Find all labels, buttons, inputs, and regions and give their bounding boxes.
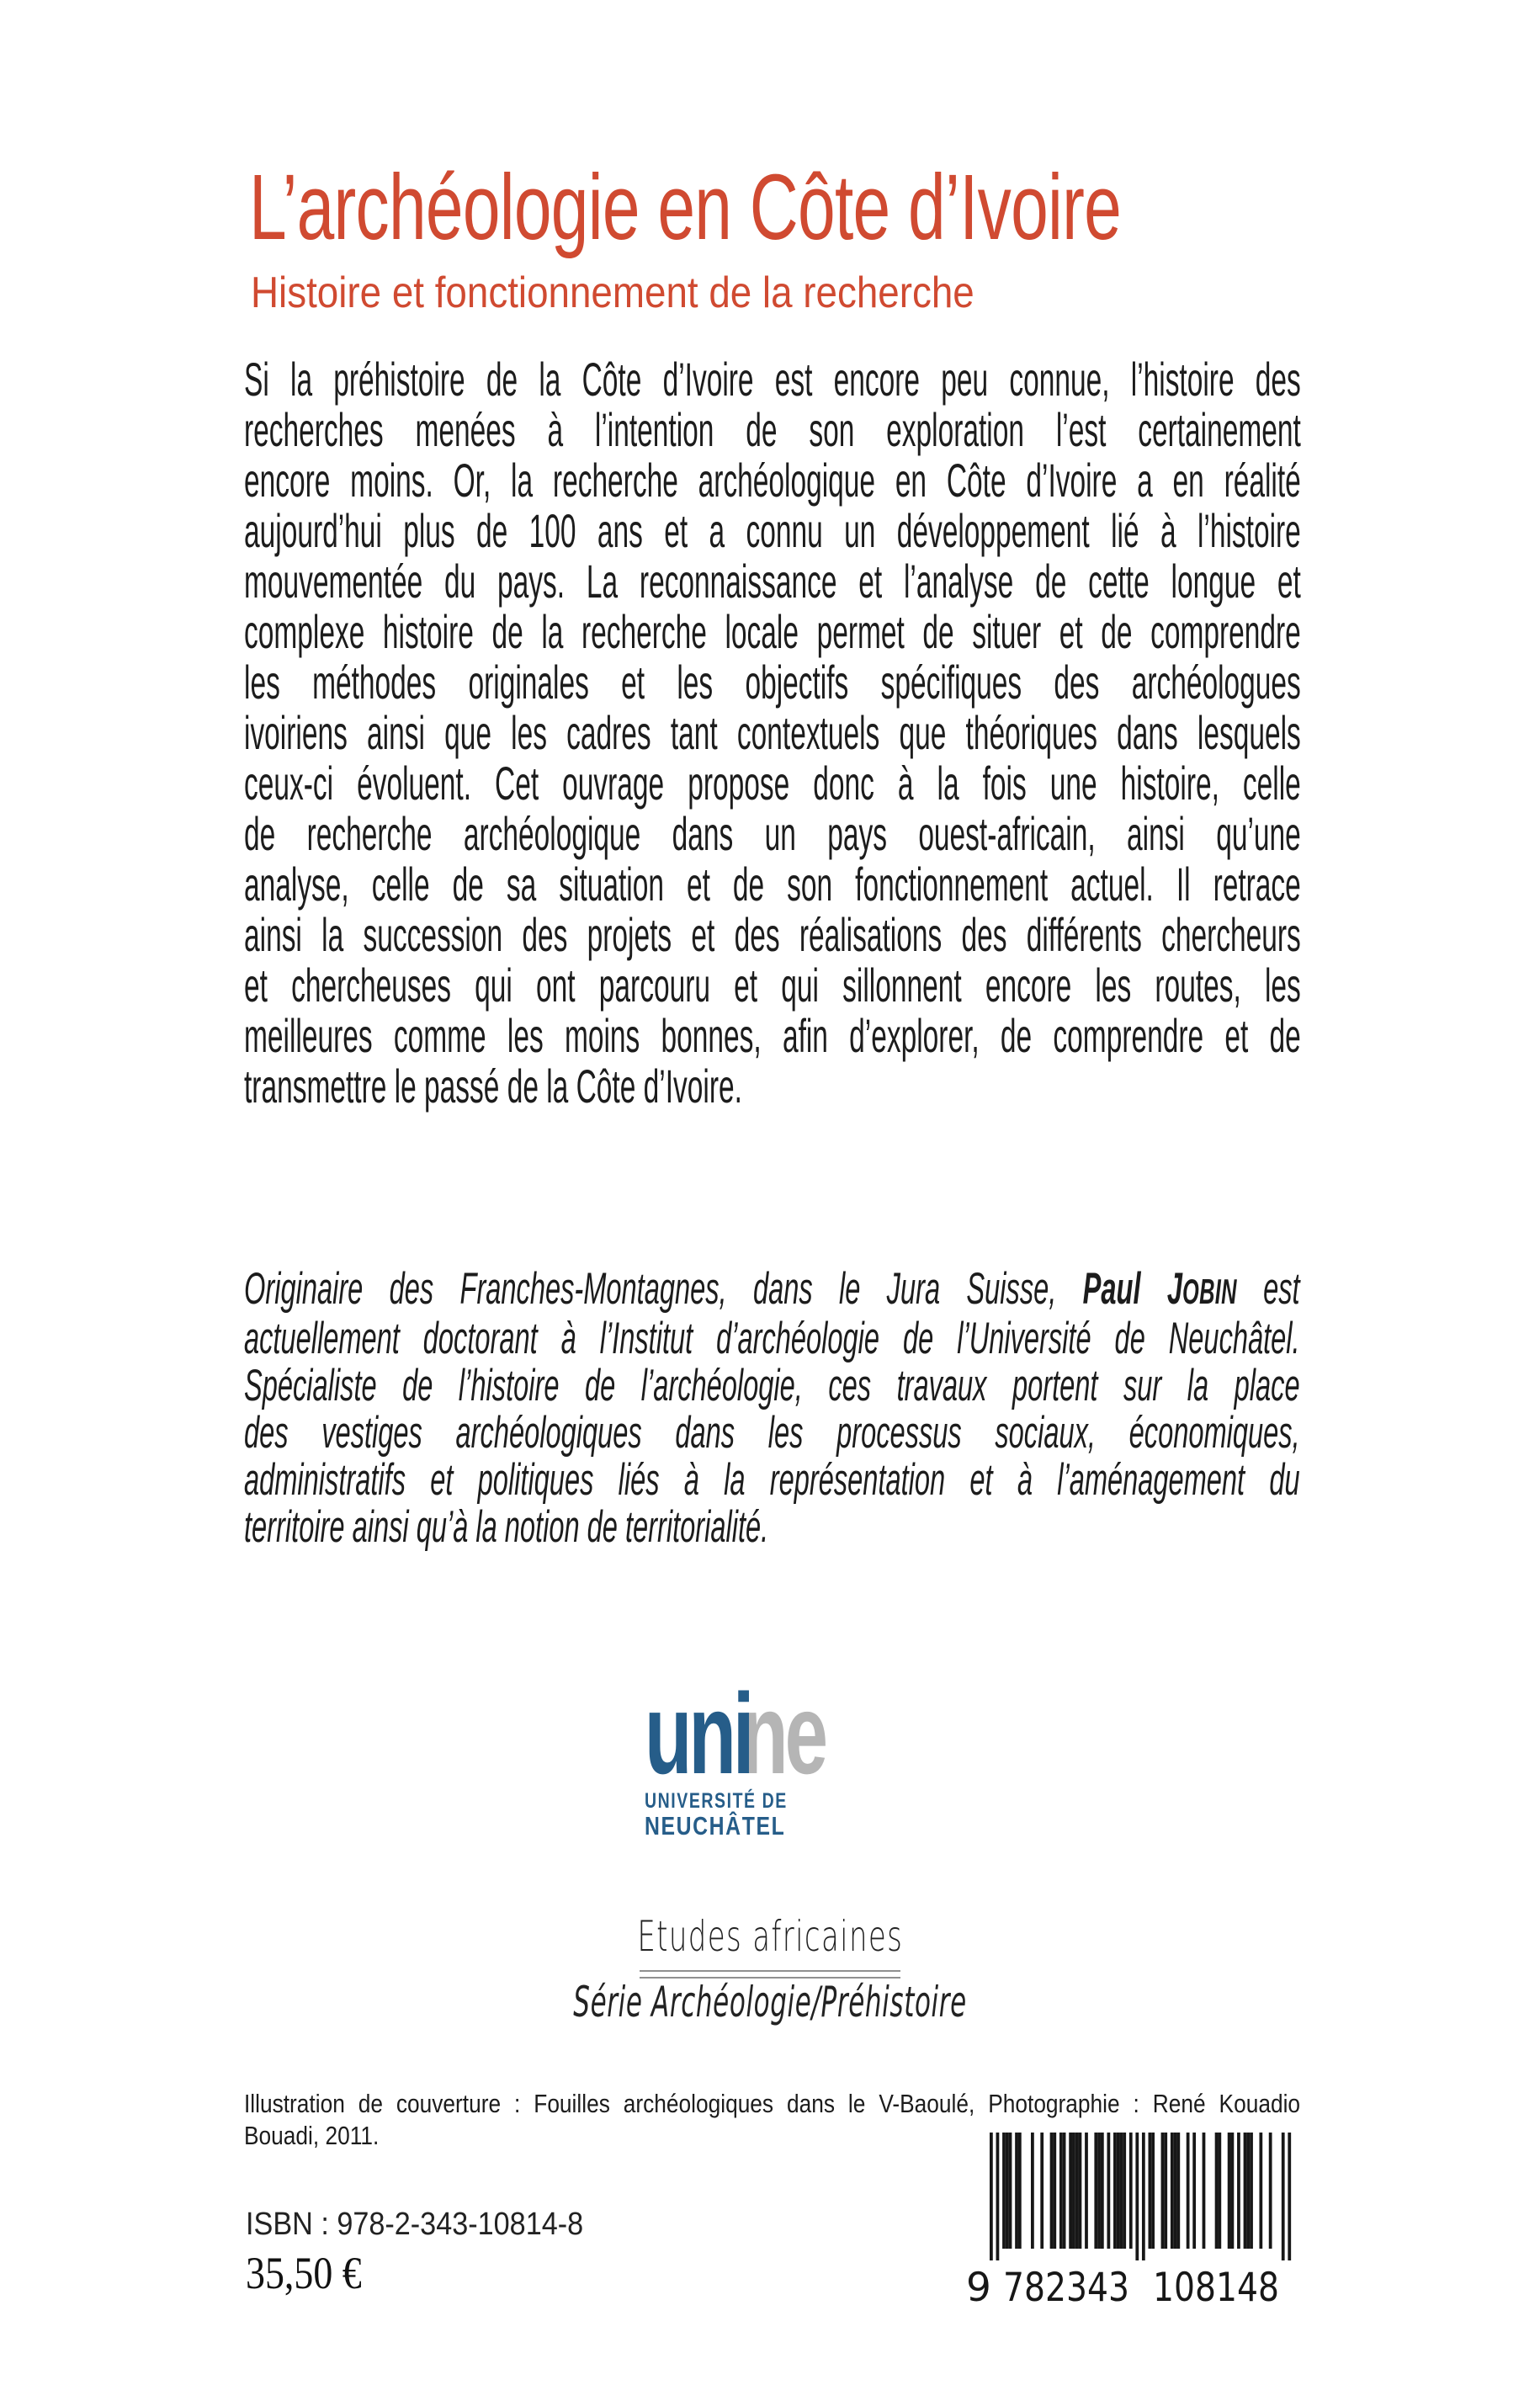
synopsis-line: meilleures comme les moins bonnes, afin d’explorer, de comprendre et de: [244, 1009, 1301, 1062]
barcode-bar: [1053, 2133, 1056, 2249]
barcode-bar: [1259, 2133, 1262, 2249]
barcode-digit-left: 9: [966, 2265, 991, 2305]
synopsis-line: Si la préhistoire de la Côte d’Ivoire est encore peu connue, l’histoire des: [244, 353, 1301, 406]
barcode-bar: [1187, 2133, 1190, 2249]
author-name: Paul J: [1082, 1264, 1182, 1314]
barcode-bar: [1129, 2133, 1133, 2249]
barcode-bar: [990, 2133, 993, 2260]
barcode-bar: [1006, 2133, 1009, 2249]
ean13-barcode: [966, 2133, 1303, 2305]
bio-line: [244, 1266, 1300, 1315]
barcode-bar: [1282, 2133, 1285, 2260]
synopsis-line: ainsi la succession des projets et des réalisations des différents chercheurs: [244, 908, 1301, 961]
barcode-bar: [1094, 2133, 1097, 2249]
bio-line: administratifs et politiques liés à la représentation et à l’aménagement du: [244, 1455, 1300, 1505]
barcode-bar: [1085, 2133, 1088, 2249]
barcode-bar: [1174, 2133, 1177, 2249]
author-bio: [244, 1266, 1300, 1551]
unine-logo-caption-line1: UNIVERSITÉ DE: [645, 1789, 788, 1813]
bio-line: territoire ainsi qu’à la notion de territorialité.: [244, 1502, 769, 1552]
author-name-smallcaps: OBIN: [1182, 1272, 1237, 1311]
barcode-bar: [1059, 2133, 1063, 2249]
barcode-bar: [1215, 2133, 1219, 2249]
barcode-bar: [1171, 2133, 1174, 2249]
synopsis-line: complexe histoire de la recherche locale permet de situer et de comprendre: [244, 605, 1301, 658]
synopsis-line: analyse, celle de sa situation et de son fonctionnement actuel. Il retrace: [244, 858, 1301, 911]
ean13-barcode-svg: [966, 2133, 1303, 2305]
unine-logo-wordmark: [645, 1670, 1011, 1798]
credit-line: Illustration de couverture : Fouilles archéologiques dans le V-Baoulé, Photographie : René Kouadio: [244, 2089, 1301, 2118]
book-title: L’archéologie en Côte d’Ivoire: [249, 156, 1122, 259]
barcode-bar: [1142, 2133, 1145, 2260]
barcode-bar: [1161, 2133, 1165, 2249]
bio-text: Originaire des Franches-Montagnes, dans le Jura Suisse,: [244, 1264, 1083, 1314]
barcode-bar: [1050, 2133, 1054, 2249]
barcode-bar: [1072, 2133, 1075, 2249]
barcode-bar: [1113, 2133, 1117, 2249]
bio-line: actuellement doctorant à l’Institut d’archéologie de l’Université de Neuchâtel.: [244, 1314, 1300, 1363]
synopsis-line: recherches menées à l’intention de son exploration l’est certainement: [244, 403, 1301, 456]
barcode-bar: [1288, 2133, 1291, 2260]
barcode-bar: [1120, 2133, 1123, 2249]
barcode-bar: [1009, 2133, 1012, 2249]
barcode-bar: [1192, 2133, 1196, 2249]
barcode-bar: [1097, 2133, 1101, 2249]
synopsis-line: les méthodes originales et les objectifs spécifiques des archéologues: [244, 656, 1301, 709]
barcode-bar: [1250, 2133, 1253, 2249]
collection-band: [0, 1912, 1540, 1961]
isbn: ISBN : 978-2-343-10814-8: [246, 2207, 584, 2242]
barcode-bar: [1203, 2133, 1206, 2249]
barcode-bar: [1031, 2133, 1034, 2249]
unine-logo-uni: uni: [645, 1670, 751, 1798]
barcode-bar: [1218, 2133, 1221, 2249]
barcode-bar: [1101, 2133, 1104, 2249]
barcode-bar: [1149, 2133, 1152, 2249]
barcode-bar: [1079, 2133, 1082, 2249]
barcode-bar: [1151, 2133, 1155, 2249]
bio-line: Spécialiste de l’histoire de l’archéologie, ces travaux portent sur la place: [244, 1361, 1300, 1410]
synopsis-line: de recherche archéologique dans un pays ouest-africain, ainsi qu’une: [244, 807, 1301, 860]
barcode-bar: [1015, 2133, 1018, 2249]
barcode-bar: [1135, 2133, 1139, 2260]
barcode-digit-group2: 108148: [1153, 2265, 1279, 2305]
barcode-digit-group1: 782343: [1003, 2265, 1129, 2305]
barcode-bar: [1228, 2133, 1231, 2249]
barcode-bar: [1176, 2133, 1180, 2249]
bio-line: des vestiges archéologiques dans les processus sociaux, économiques,: [244, 1408, 1300, 1458]
unine-logo-ne: ne: [741, 1670, 825, 1798]
barcode-bar: [1117, 2133, 1120, 2249]
synopsis: [244, 354, 1301, 1112]
barcode-bar: [1002, 2133, 1006, 2249]
bio-text: est: [1236, 1264, 1300, 1314]
unine-logo-caption-line2: NEUCHÂTEL: [645, 1811, 786, 1841]
barcode-bar: [1040, 2133, 1043, 2249]
synopsis-line: aujourd’hui plus de 100 ans et a connu un développement lié à l’histoire: [244, 504, 1301, 557]
credit-line: Bouadi, 2011.: [244, 2121, 380, 2150]
barcode-bar: [1246, 2133, 1250, 2249]
series-name: Série Archéologie/Préhistoire: [573, 1978, 967, 2026]
synopsis-line: mouvementée du pays. La reconnaissance et l’analyse de cette longue et: [244, 555, 1301, 608]
barcode-bar: [996, 2133, 1000, 2260]
barcode-bars: [990, 2133, 1291, 2260]
series-band: [0, 1978, 1540, 2026]
barcode-bar: [1018, 2133, 1022, 2249]
barcode-bar: [1075, 2133, 1079, 2249]
synopsis-line: encore moins. Or, la recherche archéologique en Côte d’Ivoire a en réalité: [244, 454, 1301, 507]
barcode-bar: [1107, 2133, 1110, 2249]
barcode-bar: [1123, 2133, 1126, 2249]
synopsis-line: ivoiriens ainsi que les cadres tant contextuels que théoriques dans lesquels: [244, 706, 1301, 759]
synopsis-line: transmettre le passé de la Côte d’Ivoire.: [244, 1060, 742, 1113]
barcode-bar: [1063, 2133, 1066, 2249]
synopsis-line: ceux-ci évoluent. Cet ouvrage propose donc à la fois une histoire, celle: [244, 757, 1301, 810]
barcode-bar: [1237, 2133, 1240, 2249]
barcode-bar: [1164, 2133, 1167, 2249]
barcode-bar: [1269, 2133, 1272, 2249]
book-subtitle: Histoire et fonctionnement de la recherche: [251, 268, 974, 317]
synopsis-line: et chercheuses qui ont parcouru et qui sillonnent encore les routes, les: [244, 959, 1301, 1012]
price: 35,50 €: [246, 2248, 362, 2298]
barcode-bar: [1069, 2133, 1072, 2249]
barcode-bar: [1231, 2133, 1235, 2249]
collection-name: Etudes africaines: [637, 1912, 903, 1961]
barcode-bar: [1244, 2133, 1247, 2249]
